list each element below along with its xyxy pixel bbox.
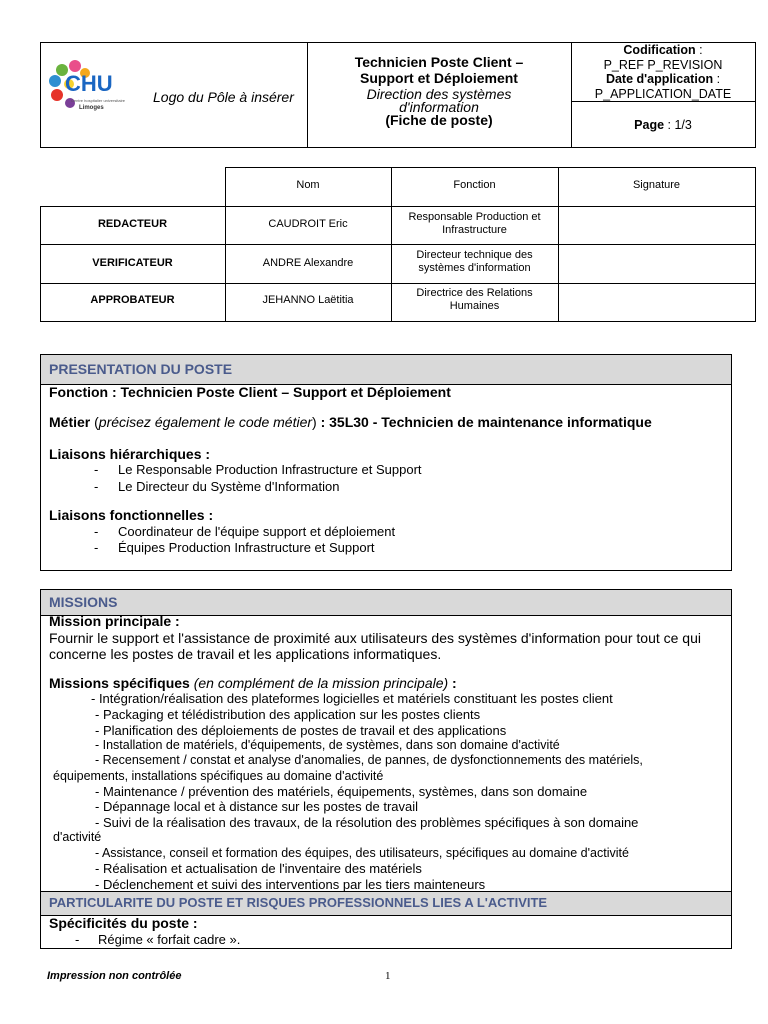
mission-item: équipements, installations spécifiques au domaine d'activité [53,769,384,783]
chu-logo [45,57,131,129]
mission-item: - Réalisation et actualisation de l'inventaire des matériels [95,861,422,876]
logo-placeholder-text: Logo du Pôle à insérer [153,89,294,105]
fonction-line: Fonction : Technicien Poste Client – Support et Déploiement [49,384,451,400]
codification-block: Codification : P_REF P_REVISION Date d'application : P_APPLICATION_DATE [571,43,755,101]
col-header-signature: Signature [632,179,681,191]
role-redacteur: REDACTEUR [97,218,168,230]
missions-specifiques-title: Missions spécifiques (en complément de la mission principale) : [49,675,457,691]
presentation-heading: PRESENTATION DU POSTE [41,355,731,385]
mission-item: - Maintenance / prévention des matériels, équipements, systèmes, dans son domaine [95,784,588,799]
col-header-fonction: Fonction [453,179,496,191]
document-title [307,54,571,128]
mission-item: - Déclenchement et suivi des interventions par les tiers mainteneurs [95,877,486,892]
metier-line: Métier (précisez également le code métier) : 35L30 - Technicien de maintenance informatique [49,414,652,430]
liaisons-hierarchiques-title: Liaisons hiérarchiques : [49,446,211,462]
date-label: Date d'application [605,72,714,86]
specificite-item: Régime « forfait cadre ». [98,932,241,947]
liaison-f-item: Équipes Production Infrastructure et Support [118,540,375,555]
mission-principale-text: Fournir le support et l'assistance de proximité aux utilisateurs des systèmes d'information pour tout ce qui [49,630,701,646]
mission-item: d'activité [53,830,102,844]
function-verificateur: Directeur technique des systèmes d'information [416,249,533,274]
document-header [40,42,756,148]
function-approbateur: Directrice des Relations Humaines [416,287,533,312]
liaison-f-item: Coordinateur de l'équipe support et déploiement [118,524,396,539]
liaison-h-item: Le Responsable Production Infrastructure et Support [118,462,422,477]
mission-item: - Intégration/réalisation des plateformes logicielles et matériels constituant les postes client [91,691,613,706]
logo-text: CHU [65,71,113,96]
mission-principale-text: concerne les postes de travail et les applications informatiques. [49,646,442,662]
page-indicator: Page : 1/3 [634,118,692,132]
missions-heading: MISSIONS [41,590,731,616]
title-line-2: Support et Déploiement [360,70,518,86]
signature-table [40,167,756,322]
mission-item: - Packaging et télédistribution des application sur les postes clients [95,707,481,722]
mission-item: - Planification des déploiements de postes de travail et des applications [95,723,507,738]
liaisons-fonctionnelles-title: Liaisons fonctionnelles : [49,507,214,523]
col-header-nom: Nom [296,179,320,191]
role-verificateur: VERIFICATEUR [92,257,173,269]
mission-item: - Assistance, conseil et formation des équipes, des utilisateurs, spécifiques au domaine d'activité [95,846,629,860]
footer-note: Impression non contrôlée [47,970,182,982]
date-value: P_APPLICATION_DATE [594,86,732,101]
name-verificateur: ANDRE Alexandre [262,257,354,269]
fiche-label: (Fiche de poste) [385,112,493,128]
particularite-heading: PARTICULARITE DU POSTE ET RISQUES PROFESSIONNELS LIES A L'ACTIVITE [41,892,731,916]
function-redacteur: Responsable Production et Infrastructure [408,211,541,236]
mission-principale-title: Mission principale : [49,613,180,629]
name-approbateur: JEHANNO Laëtitia [262,294,354,306]
logo-city: Limoges [79,105,104,111]
role-approbateur: APPROBATEUR [90,294,175,306]
specificites-title: Spécificités du poste : [49,915,198,931]
footer-page-number: 1 [385,970,391,982]
title-line-1: Technicien Poste Client – [354,54,524,70]
codification-label: Codification [623,43,696,57]
direction-line-1: Direction des systèmes [366,86,512,102]
mission-item: - Dépannage local et à distance sur les postes de travail [95,799,419,814]
mission-item: - Suivi de la réalisation des travaux, de la résolution des problèmes spécifiques à son domaine [95,815,639,830]
mission-item: - Installation de matériels, d'équipements, de systèmes, dans son domaine d'activité [95,738,560,752]
name-redacteur: CAUDROIT Eric [268,218,348,230]
direction-line-2: d'information [399,99,479,115]
codification-value: P_REF P_REVISION [603,57,723,72]
mission-item: - Recensement / constat et analyse d'anomalies, de pannes, de dysfonctionnements des matériels, [95,753,643,767]
liaison-h-item: Le Directeur du Système d'Information [118,479,340,494]
logo-subtitle: Centre hospitalier universitaire [71,98,126,103]
